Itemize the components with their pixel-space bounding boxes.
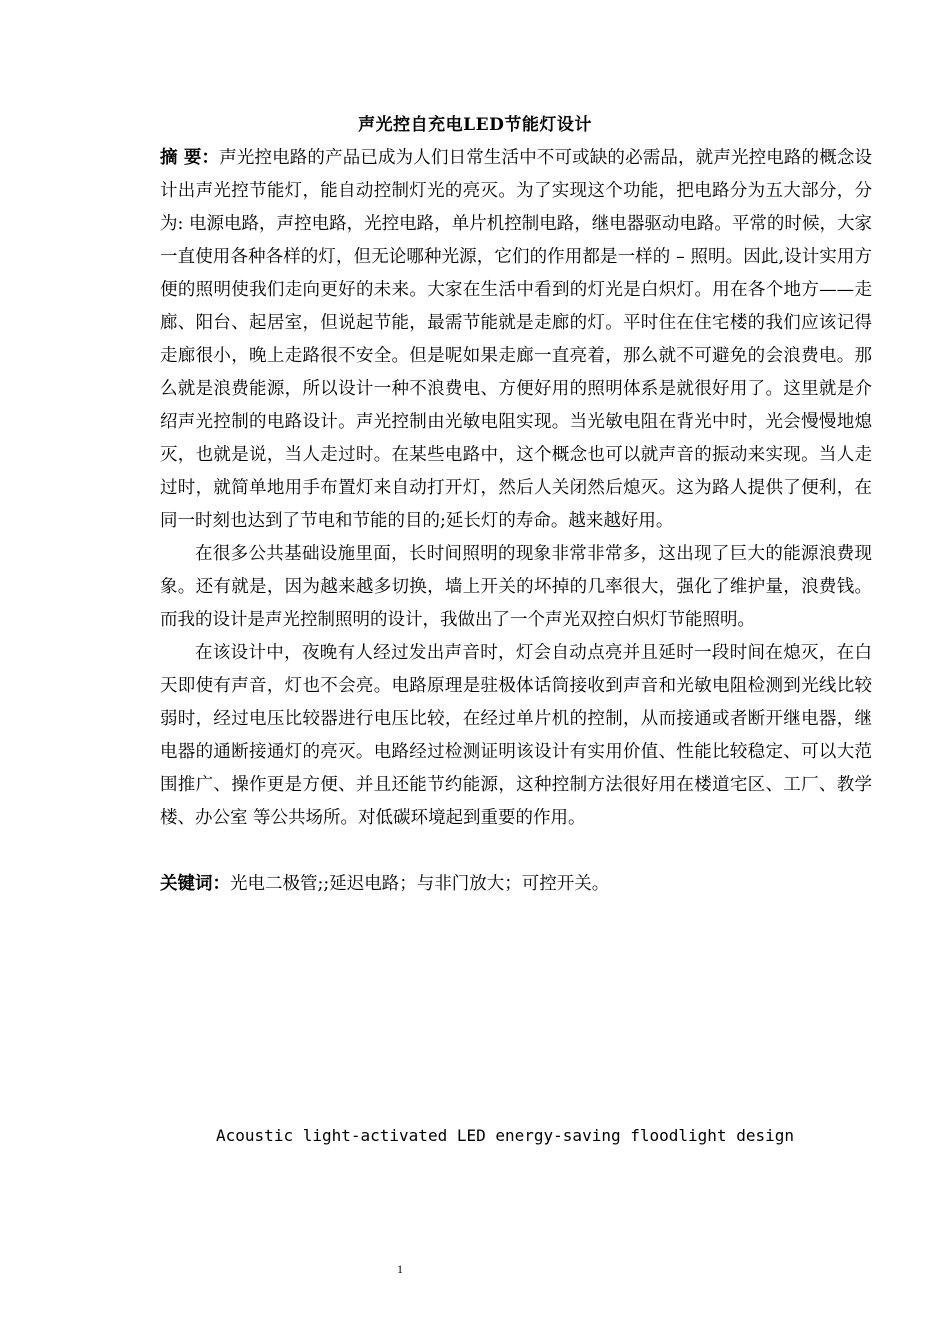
keywords-label: 关键词： [160,874,230,894]
english-title: Acoustic light-activated LED energy-saving floodlight design [216,1126,794,1145]
abstract-paragraph [160,142,872,538]
abstract-section [160,142,872,901]
keywords-text: 光电二极管;;延迟电路；与非门放大；可控开关。 [230,874,610,894]
document-title: 声光控自充电LED节能灯设计 [358,115,592,135]
keywords-line [160,868,872,901]
abstract-paragraph-2: 在很多公共基础设施里面，长时间照明的现象非常非常多，这出现了巨大的能源浪费现象。还有就是，因为越来越多切换，墙上开关的坏掉的几率很大，强化了维护量，浪费钱。而我的设计是声光控制照明的设计，我做出了一个声光双控白炽灯节能照明。 [160,544,872,630]
abstract-text: 声光控电路的产品已成为人们日常生活中不可或缺的必需品，就声光控电路的概念设计出声光控节能灯，能自动控制灯光的亮灭。为了实现这个功能，把电路分为五大部分，分为: 电源电路，声控电路，光控电路，单片机控制电路，继电器驱动电路。平常的时候，大家一直使用各种各样的灯，但无论哪种光源，它们的作用都是一样的 – 照明。因此,设计实用方便的照明使我们走向更好的未来。大家在生活中看到的灯光是白炽灯。用在各个地方——走廊、阳台、起居室，但说起节能，最需节能就是走廊的灯。平时住在住宅楼的我们应该记得走廊很小，晚上走路很不安全。但是呢如果走廊一直亮着，那么就不可避免的会浪费电。那么就是浪费能源，所以设计一种不浪费电、方便好用的照明体系是就很好用了。这里就是介绍声光控制的电路设计。声光控制由光敏电阻实现。当光敏电阻在背光中时，光会慢慢地熄灭，也就是说，当人走过时。在某些电路中，这个概念也可以就声音的振动来实现。当人走过时，就简单地用手布置灯来自动打开灯，然后人关闭然后熄灭。这为路人提供了便利，在同一时刻也达到了节电和节能的目的;延长灯的寿命。越来越好用。 [160,148,873,531]
abstract-label: 摘 要： [160,148,220,168]
page-number: 1 [397,1262,403,1276]
abstract-paragraph-3: 在该设计中，夜晚有人经过发出声音时，灯会自动点亮并且延时一段时间在熄灭，在白天即使有声音，灯也不会亮。电路原理是驻极体话筒接收到声音和光敏电阻检测到光线比较弱时，经过电压比较器进行电压比较，在经过单片机的控制，从而接通或者断开继电器，继电器的通断接通灯的亮灭。电路经过检测证明该设计有实用价值、性能比较稳定、可以大范围推广、操作更是方便、并且还能节约能源，这种控制方法很好用在楼道宅区、工厂、教学楼、办公室 等公共场所。对低碳环境起到重要的作用。 [160,643,872,828]
